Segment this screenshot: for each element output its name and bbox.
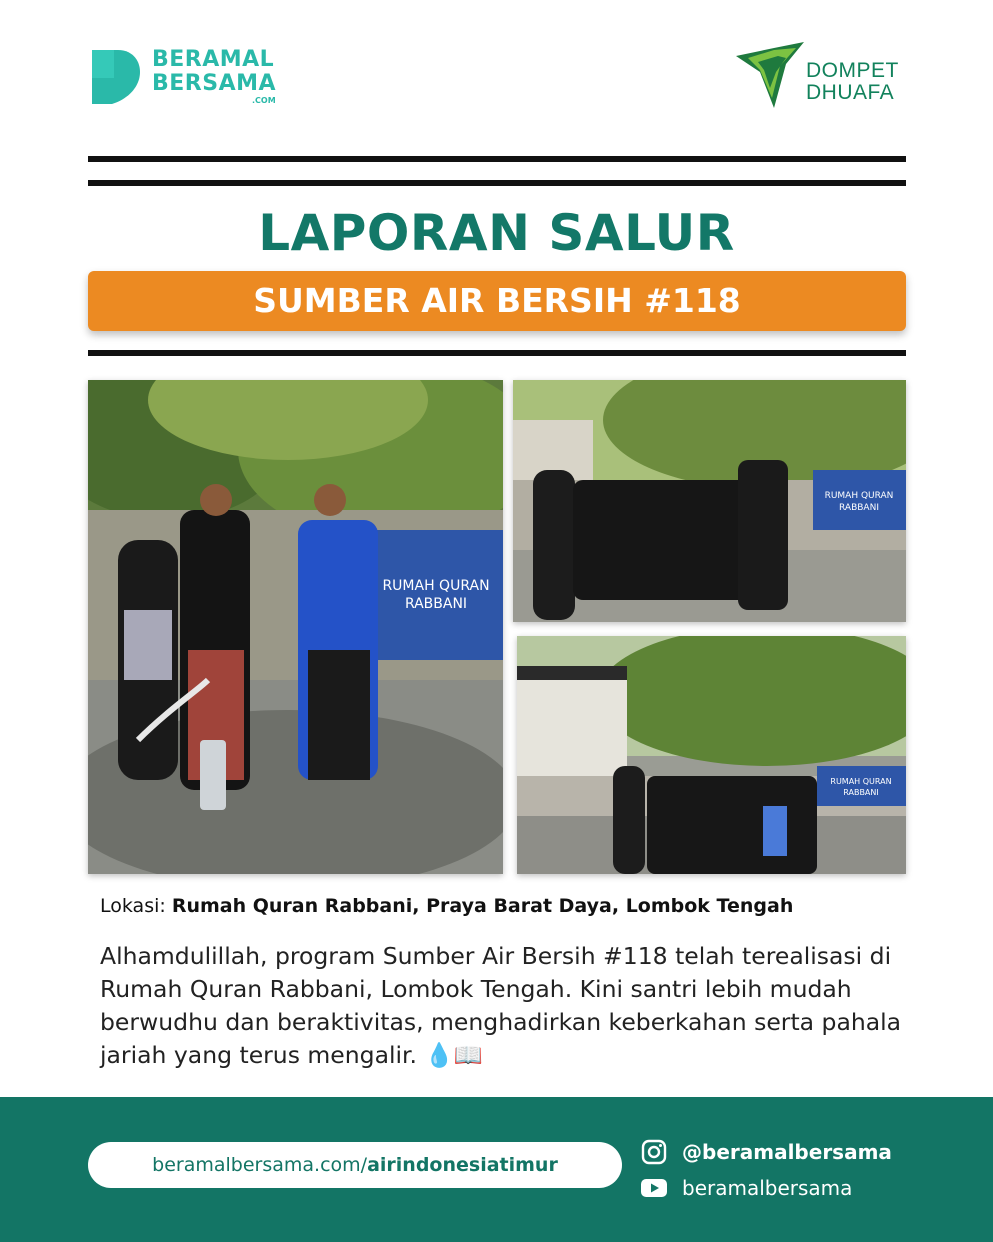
heart-logo-icon — [88, 46, 144, 106]
logo-text-line2: DHUAFA — [806, 81, 895, 104]
url-base: beramalbersama.com/ — [152, 1154, 368, 1176]
photo-banner-text: RUMAH QURAN — [382, 578, 490, 594]
photo-banner-text: RABBANI — [843, 788, 879, 797]
photo-group-bottom — [517, 636, 906, 874]
logo-text-line2: BERSAMA — [152, 71, 277, 96]
subtitle-banner — [88, 271, 906, 331]
logo-text-line1: BERAMAL — [152, 47, 275, 72]
divider-rule — [88, 350, 906, 356]
donation-link[interactable] — [88, 1142, 622, 1188]
beramal-bersama-logo — [88, 46, 288, 110]
youtube-icon — [640, 1174, 668, 1202]
photo-banner-text: RUMAH QURAN — [830, 777, 892, 786]
photo-banner-text: RUMAH QURAN — [824, 491, 894, 501]
page-title: LAPORAN SALUR — [258, 204, 735, 262]
url-path: airindonesiatimur — [367, 1154, 558, 1176]
youtube-handle: beramalbersama — [682, 1176, 853, 1200]
photo-main — [88, 380, 503, 874]
description-paragraph: Alhamdulillah, program Sumber Air Bersih #118 telah terealisasi di Rumah Quran Rabbani, Lombok Tengah. Kini santri lebih mudah berwudhu dan beraktivitas, menghadirkan keberkahan serta pahala jariah yang terus mengalir. 💧📖 — [100, 942, 902, 1069]
instagram-handle: @beramalbersama — [682, 1140, 892, 1164]
location-line — [100, 895, 793, 917]
dompet-dhuafa-logo-icon — [734, 42, 806, 110]
photo-banner-text: RABBANI — [404, 596, 468, 612]
logo-suffix: .COM — [252, 96, 276, 105]
logo-text-line1: DOMPET — [806, 59, 899, 82]
divider-rule — [88, 156, 906, 162]
photo-banner-text: RABBANI — [839, 503, 879, 513]
instagram-icon — [640, 1138, 668, 1166]
location-label: Lokasi: — [100, 895, 166, 917]
dompet-dhuafa-logo — [734, 42, 914, 112]
subtitle-text: SUMBER AIR BERSIH #118 — [253, 281, 741, 320]
location-value: Rumah Quran Rabbani, Praya Barat Daya, Lombok Tengah — [171, 895, 794, 917]
divider-rule — [88, 180, 906, 186]
photo-group-top — [513, 380, 906, 622]
